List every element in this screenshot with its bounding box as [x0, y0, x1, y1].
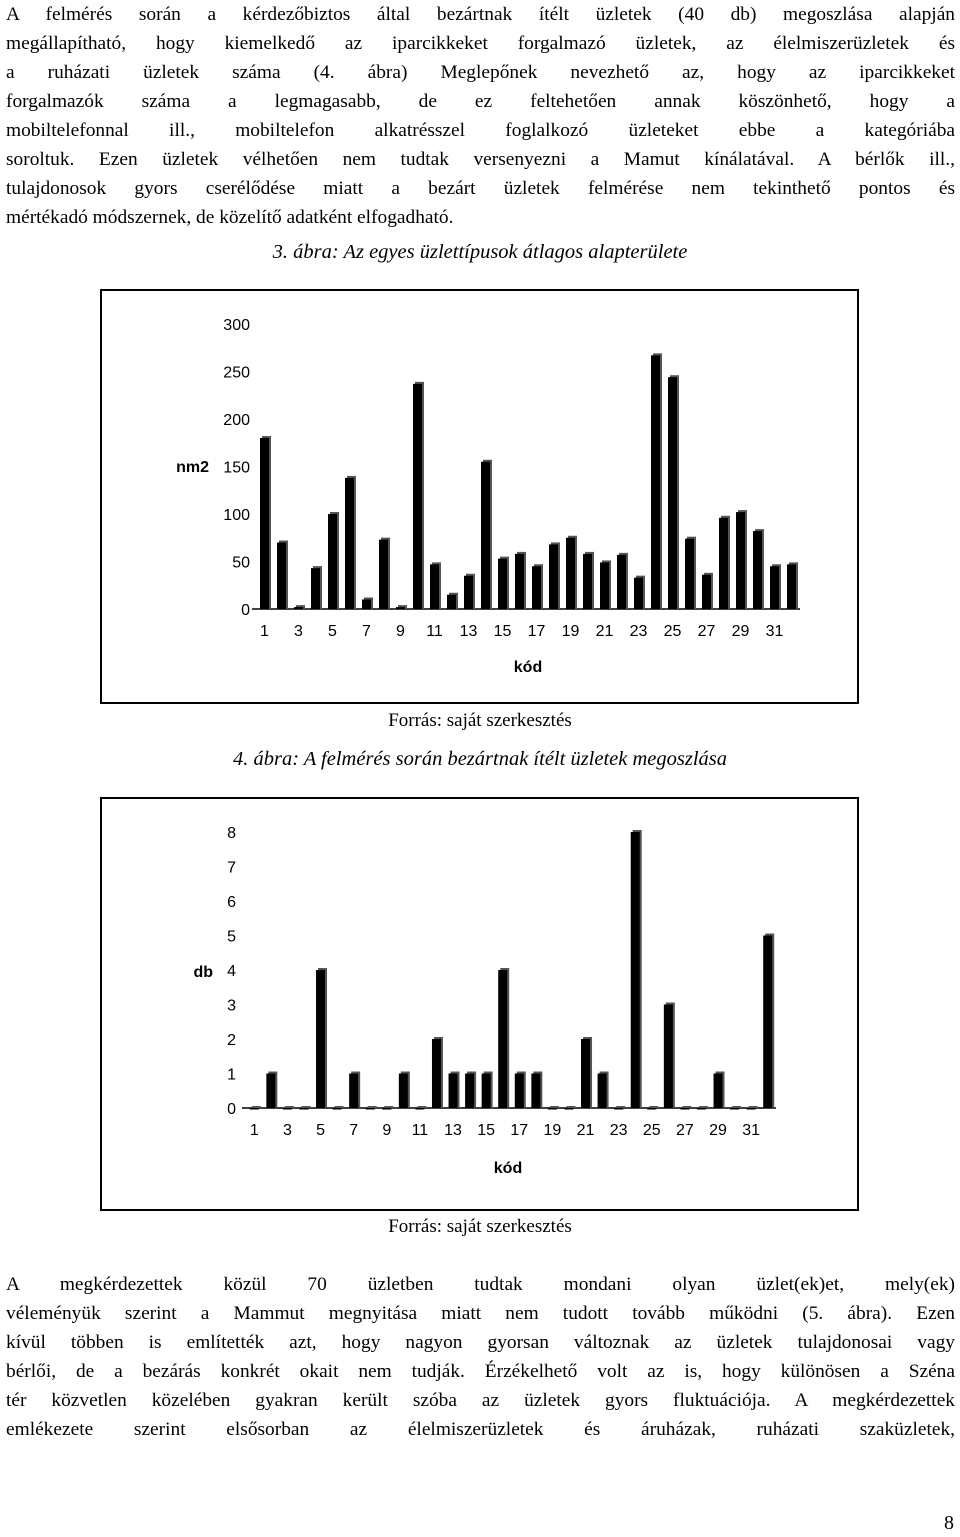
y-tick-label: 50: [232, 554, 250, 572]
bar-depth: [749, 1106, 758, 1108]
bar: [747, 1108, 756, 1110]
bar: [753, 531, 762, 609]
y-axis-title: nm2: [176, 459, 209, 476]
figure-3-source: Forrás: saját szerkesztés: [388, 710, 572, 731]
bar: [702, 575, 711, 609]
text-line: véleményük szerint a Mammut megnyitása miatt nem tudott tovább működni (5. ábra). Ezen: [6, 1303, 955, 1324]
bar: [583, 554, 592, 609]
y-tick-label: 0: [227, 1101, 236, 1118]
x-tick-label: 15: [477, 1122, 496, 1139]
text-line: megállapítható, hogy kiemelkedő az iparcikkeket forgalmazó üzletek, az élelmiszerüzletek és: [6, 33, 955, 54]
bar: [498, 559, 507, 609]
x-tick-label: 1: [260, 623, 269, 640]
bar: [614, 1108, 623, 1110]
bar: [299, 1108, 308, 1110]
bar: [787, 564, 796, 609]
bar: [382, 1108, 391, 1110]
bar: [349, 1074, 358, 1109]
x-tick-label: 27: [697, 623, 716, 640]
bar-depth: [384, 1106, 393, 1108]
y-tick-label: 150: [223, 459, 250, 477]
bar: [430, 564, 439, 609]
bar: [432, 1039, 441, 1108]
bar-depth: [682, 1106, 691, 1108]
bar: [283, 1108, 292, 1110]
bar: [685, 539, 694, 609]
y-tick-label: 3: [227, 997, 236, 1015]
x-tick-label: 5: [316, 1122, 325, 1139]
bar: [664, 1005, 673, 1109]
figure-4-source: Forrás: saját szerkesztés: [388, 1216, 572, 1237]
bar-depth: [368, 1106, 377, 1108]
y-tick-label: 100: [223, 507, 250, 524]
x-tick-label: 9: [382, 1122, 392, 1139]
y-tick-label: 8: [227, 825, 236, 842]
x-tick-label: 29: [709, 1122, 727, 1139]
x-tick-label: 13: [444, 1122, 462, 1139]
paragraph-top: [6, 0, 955, 232]
y-tick-label: 200: [223, 412, 250, 429]
bar: [481, 462, 490, 609]
x-tick-label: 23: [609, 1122, 628, 1139]
bar: [549, 544, 558, 609]
text-line: mobiltelefonnal ill., mobiltelefon alkatrésszel foglalkozó üzleteket ebbe a kategóriába: [6, 120, 955, 141]
bar: [651, 355, 660, 609]
bar-depth: [732, 1106, 741, 1108]
y-tick-label: 1: [227, 1066, 236, 1084]
bar: [515, 554, 524, 609]
x-tick-label: 7: [362, 623, 371, 640]
x-tick-label: 25: [663, 623, 682, 640]
bar: [482, 1074, 491, 1109]
bar-depth: [649, 1106, 658, 1108]
x-tick-label: 11: [411, 1122, 429, 1139]
x-tick-label: 19: [543, 1122, 562, 1139]
figure-4-caption: 4. ábra: A felmérés során bezártnak ítélt üzletek megoszlása: [232, 748, 728, 770]
text-line: kívül többen is említették azt, hogy nagyon gyorsan változnak az üzletek tulajdonosai vagy: [6, 1332, 955, 1353]
bar: [714, 1074, 723, 1109]
bar: [598, 1074, 607, 1109]
bar: [680, 1108, 689, 1110]
bar: [413, 384, 422, 609]
bar-depth: [417, 1106, 426, 1108]
bar-depth: [335, 1106, 344, 1108]
bar: [730, 1108, 739, 1110]
x-tick-label: 25: [642, 1122, 661, 1139]
bar: [763, 936, 772, 1109]
bar-depth: [550, 1106, 559, 1108]
chart-4-svg: [102, 799, 857, 1209]
figure-3-caption: 3. ábra: Az egyes üzlettípusok átlagos alapterülete: [272, 241, 688, 263]
y-tick-label: 250: [223, 364, 250, 382]
text-line: bérlői, de a bezárás konkrét okait nem tudják. Érzékelhető volt az is, hogy különösen a Széna: [6, 1361, 955, 1382]
bar: [316, 970, 325, 1108]
x-tick-label: 15: [493, 623, 512, 640]
text-line: emlékezete szerint elsősorban az élelmiszerüzletek és áruházak, ruházati szaküzletek,: [6, 1419, 955, 1440]
bar: [719, 518, 728, 609]
x-tick-label: 13: [459, 623, 478, 640]
text-line: soroltuk. Ezen üzletek vélhetően nem tudtak versenyezni a Mamut kínálatával. A bérlők ill.,: [6, 149, 955, 170]
x-tick-label: 23: [629, 623, 648, 640]
bar: [447, 595, 456, 609]
bar: [415, 1108, 424, 1110]
y-tick-label: 4: [227, 963, 236, 980]
bar: [548, 1108, 557, 1110]
x-tick-label: 17: [510, 1122, 529, 1139]
bar-depth: [252, 1106, 261, 1108]
bar: [449, 1074, 458, 1109]
x-tick-label: 3: [294, 623, 303, 640]
x-axis-title: kód: [493, 1160, 523, 1177]
x-tick-label: 7: [349, 1122, 359, 1139]
bar: [647, 1108, 656, 1110]
bar: [260, 438, 269, 609]
y-tick-label: 7: [227, 859, 236, 877]
x-tick-label: 31: [742, 1122, 761, 1139]
bar: [531, 1074, 540, 1109]
y-tick-label: 2: [227, 1032, 236, 1049]
bar: [277, 543, 286, 610]
bar: [333, 1108, 342, 1110]
text-line: tér közvetlen közelében gyakran került szóba az üzletek gyors fluktuációja. A megkérdezettek: [6, 1390, 955, 1411]
bar-depth: [566, 1106, 575, 1108]
bar: [366, 1108, 375, 1110]
bar: [250, 1108, 259, 1110]
bar: [581, 1039, 590, 1108]
bar: [566, 538, 575, 609]
bar: [345, 478, 354, 609]
bar: [396, 607, 405, 609]
bar: [465, 1074, 474, 1109]
bar: [600, 562, 609, 609]
text-line: A felmérés során a kérdezőbiztos által bezártnak ítélt üzletek (40 db) megoszlása alapján: [6, 4, 955, 25]
x-tick-label: 11: [426, 623, 443, 640]
bar: [362, 600, 371, 610]
x-tick-label: 17: [527, 623, 546, 640]
bar: [697, 1108, 706, 1110]
bar: [379, 540, 388, 609]
bar: [564, 1108, 573, 1110]
bar: [515, 1074, 524, 1109]
bar: [294, 607, 303, 609]
x-tick-label: 9: [396, 623, 405, 640]
figure-4-chart: [100, 797, 859, 1211]
y-tick-label: 0: [241, 602, 250, 619]
bar: [532, 566, 541, 609]
text-line: A megkérdezettek közül 70 üzletben tudtak mondani olyan üzlet(ek)et, mely(ek): [6, 1274, 955, 1295]
bar: [498, 970, 507, 1108]
bar: [311, 568, 320, 609]
bar: [399, 1074, 408, 1109]
x-tick-label: 3: [282, 1122, 292, 1139]
x-tick-label: 29: [731, 623, 750, 640]
x-tick-label: 27: [676, 1122, 694, 1139]
x-tick-label: 31: [765, 623, 784, 640]
bar: [631, 832, 640, 1108]
bar-depth: [285, 1106, 294, 1108]
text-line: tulajdonosok gyors cserélődése miatt a bezárt üzletek felmérése nem tekinthető pontos és: [6, 178, 955, 199]
paragraph-bottom: [6, 1270, 955, 1444]
figure-3-chart: [100, 289, 859, 704]
bar: [266, 1074, 275, 1109]
y-tick-label: 300: [223, 317, 250, 334]
bar: [328, 514, 337, 609]
chart-3-svg: [102, 291, 857, 702]
bar: [736, 512, 745, 609]
page-number: 8: [944, 1512, 954, 1534]
text-line: mértékadó módszernek, de közelítő adatként elfogadható.: [6, 207, 454, 228]
bar-depth: [301, 1106, 310, 1108]
bar: [668, 377, 677, 609]
x-tick-label: 5: [328, 623, 337, 640]
bar: [634, 578, 643, 609]
text-line: forgalmazók száma a legmagasabb, de ez feltehetően annak köszönhető, hogy a: [6, 91, 955, 112]
x-tick-label: 19: [561, 623, 580, 640]
bar: [770, 566, 779, 609]
y-axis-title: db: [193, 964, 213, 981]
bar-depth: [616, 1106, 625, 1108]
x-tick-label: 21: [576, 1122, 595, 1139]
bar: [617, 555, 626, 609]
x-tick-label: 21: [595, 623, 614, 640]
y-tick-label: 6: [227, 894, 236, 911]
text-line: a ruházati üzletek száma (4. ábra) Meglepőnek nevezhető az, hogy az iparcikkeket: [6, 62, 955, 83]
x-tick-label: 1: [249, 1122, 259, 1139]
bar-depth: [699, 1106, 708, 1108]
bar: [464, 576, 473, 609]
x-axis-title: kód: [513, 659, 543, 676]
y-tick-label: 5: [227, 928, 236, 946]
